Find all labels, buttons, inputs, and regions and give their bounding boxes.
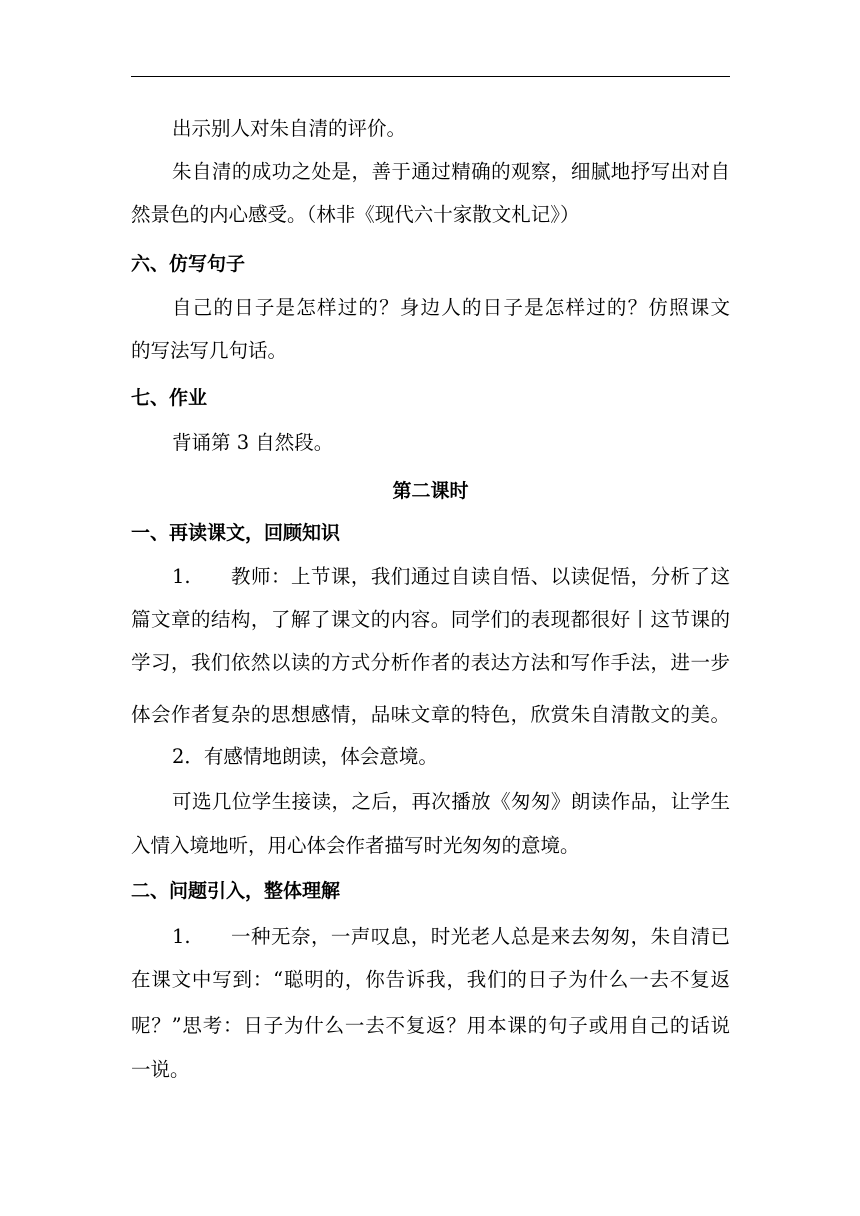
- paragraph-line: 的写法写几句话。: [131, 339, 288, 362]
- paragraph-line: 呢？”思考：日子为什么一去不复返？用本课的句子或用自己的话说: [131, 1014, 730, 1037]
- header-rule: [131, 76, 730, 77]
- paragraph-line: 朱自清的成功之处是，善于通过精确的观察，细腻地抒写出对自: [172, 160, 730, 183]
- paragraph-line: 自己的日子是怎样过的？身边人的日子是怎样过的？仿照课文: [172, 296, 730, 319]
- paragraph-line: 篇文章的结构，了解了课文的内容。同学们的表现都很好丨这节课的: [131, 608, 730, 631]
- paragraph-line: 然景色的内心感受。（林非《现代六十家散文札记》）: [131, 203, 580, 226]
- paragraph-line: 学习，我们依然以读的方式分析作者的表达方法和写作手法，进一步: [131, 651, 730, 674]
- paragraph-line: 出示别人对朱自清的评价。: [172, 117, 407, 140]
- section-heading: 一、再读课文，回顾知识: [131, 522, 341, 544]
- section-heading: 六、仿写句子: [131, 253, 246, 275]
- paragraph-line: 1. 教师：上节课，我们通过自读自悟、以读促悟，分析了这: [172, 565, 730, 588]
- paragraph-line: 入情入境地听，用心体会作者描写时光匆匆的意境。: [131, 834, 580, 857]
- paragraph-line: 背诵第 3 自然段。: [172, 431, 334, 454]
- section-heading: 七、作业: [131, 387, 208, 409]
- lesson-title: 第二课时: [392, 480, 469, 502]
- paragraph-line: 在课文中写到：“聪明的，你告诉我，我们的日子为什么一去不复返: [131, 968, 730, 991]
- paragraph-line: 一说。: [131, 1058, 190, 1081]
- section-heading: 二、问题引入，整体理解: [131, 880, 341, 902]
- paragraph-line: 1. 一种无奈，一声叹息，时光老人总是来去匆匆，朱自清已: [172, 925, 730, 948]
- paragraph-line: 2．有感情地朗读，体会意境。: [172, 745, 438, 768]
- paragraph-line: 体会作者复杂的思想感情，品味文章的特色，欣赏朱自清散文的美。: [131, 703, 730, 726]
- paragraph-line: 可选几位学生接读，之后，再次播放《匆匆》朗读作品，让学生: [172, 790, 730, 813]
